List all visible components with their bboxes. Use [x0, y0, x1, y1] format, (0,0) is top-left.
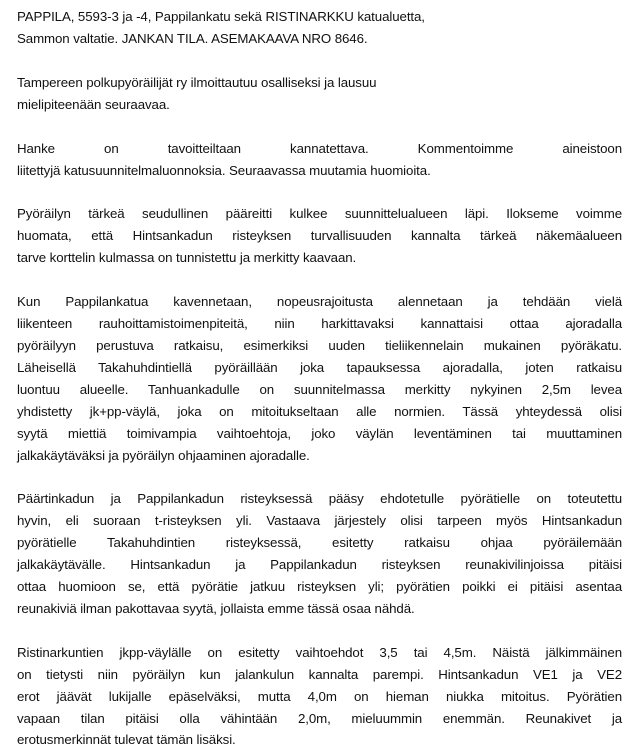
paragraph-line: yhdistetty jk+pp-väylä, joka on mitoitukseltaan alle normien. Tässä yhteydessä olisi [17, 403, 622, 419]
heading-line: Sammon valtatie. JANKAN TILA. ASEMAKAAVA NRO 8646. [17, 30, 368, 46]
paragraph-line: huomata, että Hintsankadun risteyksen turvallisuuden kannalta tärkeä näkemäalueen [17, 228, 622, 244]
paragraph-line: liitettyjä katusuunnitelmaluonnoksia. Seuraavassa muutamia huomioita. [17, 162, 431, 178]
paragraph-line: erotusmerkinnät tulevat tämän lisäksi. [17, 732, 236, 748]
paragraph-paartinkatu [17, 488, 622, 619]
paragraph-line: liikenteen rauhoittamistoimenpiteitä, niin harkittavaksi kannattaisi ottaa ajoradalla [17, 316, 622, 332]
paragraph-support [17, 138, 622, 182]
paragraph-line: jalkakäytäväksi ja pyöräilyn ohjaaminen ajoradalle. [17, 447, 310, 463]
paragraph-line: syytä miettiä toimivampia vaihtoehtoja, joko väylän leventäminen tai muuttaminen [17, 425, 622, 441]
paragraph-line: Läheisellä Takahuhdintiellä pyöräillään joka tapauksessa ajoradalla, joten ratkaisu [17, 359, 622, 375]
paragraph-line: hyvin, eli suoraan t-risteyksen yli. Vastaava järjestely olisi tarpeen myös Hintsankadun [17, 513, 622, 529]
paragraph-ristinarkku [17, 642, 622, 751]
paragraph-line: erot jäävät lukijalle epäselväksi, mutta 4,0m on hieman niukka mitoitus. Pyörätien [17, 688, 622, 704]
paragraph-line: mielipiteenään seuraavaa. [17, 96, 170, 112]
paragraph-line: Hanke on tavoitteiltaan kannatettava. Kommentoimme aineistoon [17, 140, 622, 156]
document-heading [17, 6, 622, 50]
paragraph-pappilankatu [17, 291, 622, 466]
paragraph-line: pyöräilyyn perustuva ratkaisu, esimerkiksi uuden tieliikennelain mukainen pyöräkatu. [17, 337, 622, 353]
paragraph-line: vapaan tilan pitäisi olla vähintään 2,0m, mieluummin enemmän. Reunakivet ja [17, 710, 622, 726]
paragraph-line: on tietysti niin pyöräilyn kun jalankulun kannalta parempi. Hintsankadun VE1 ja VE2 [17, 666, 622, 682]
paragraph-line: Pyöräilyn tärkeä seudullinen pääreitti kulkee suunnittelualueen läpi. Ilokseme voimme [17, 206, 622, 222]
paragraph-line: luontuu alueelle. Tanhuankadulle on suunnitelmassa merkitty nykyinen 2,5m levea [17, 381, 622, 397]
paragraph-line: Päärtinkadun ja Pappilankadun risteyksessä pääsy ehdotetulle pyörätielle on toteutettu [17, 491, 622, 507]
paragraph-line: pyörätielle Takahuhdintien risteyksessä, esitetty ratkaisu ohjaa pyöräilemään [17, 535, 622, 551]
paragraph-line: Tampereen polkupyöräilijät ry ilmoittautuu osalliseksi ja lausuu [17, 74, 377, 90]
paragraph-line: tarve korttelin kulmassa on tunnistettu ja merkitty kaavaan. [17, 250, 357, 266]
paragraph-intro [17, 72, 622, 116]
paragraph-line: reunakiviä ilman pakottavaa syytä, jollaista emme tässä osaa nähdä. [17, 600, 415, 616]
paragraph-line: jalkakäytävälle. Hintsankadun ja Pappilankadun risteyksen reunakivilinjoissa pitäisi [17, 557, 622, 573]
paragraph-line: Kun Pappilankatua kavennetaan, nopeusrajoitusta alennetaan ja tehdään vielä [17, 294, 622, 310]
document-page [17, 6, 622, 751]
heading-line: PAPPILA, 5593-3 ja -4, Pappilankatu sekä RISTINARKKU katualuetta, [17, 9, 425, 24]
paragraph-line: ottaa huomioon se, että pyörätie jatkuu risteyksen yli; pyörätien poikki ei pitäisi asentaa [17, 579, 622, 595]
paragraph-main-route [17, 203, 622, 269]
paragraph-line: Ristinarkuntien jkpp-väylälle on esitetty vaihtoehdot 3,5 tai 4,5m. Näistä jälkimmäinen [17, 644, 622, 660]
